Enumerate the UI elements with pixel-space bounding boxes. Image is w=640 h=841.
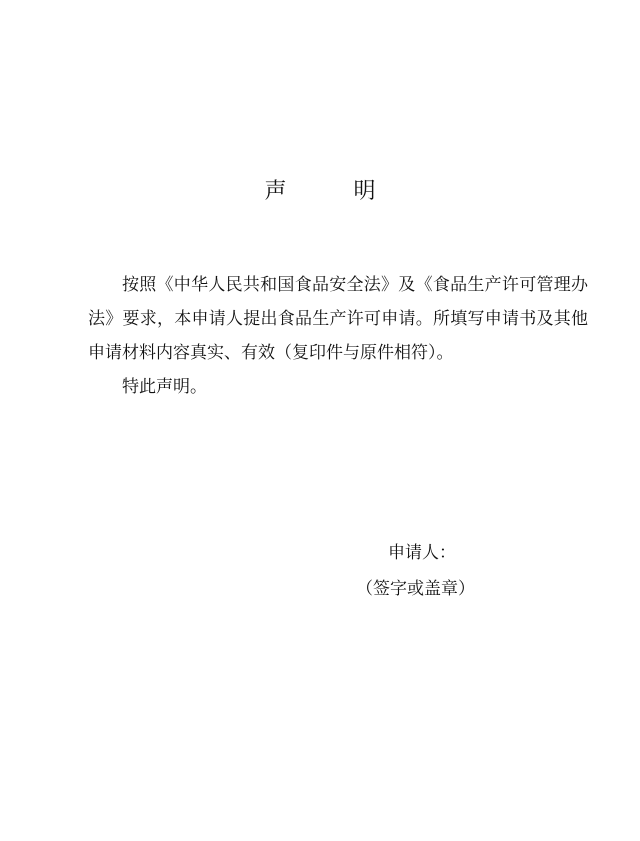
applicant-label: 申请人：	[388, 543, 456, 563]
declaration-body	[88, 268, 588, 404]
signature-note: （签字或盖章）	[356, 579, 475, 599]
closing-statement: 特此声明。	[122, 377, 207, 397]
declaration-paragraph: 按照《中华人民共和国食品安全法》及《食品生产许可管理办法》要求，本申请人提出食品生产许可申请。所填写申请书及其他申请材料内容真实、有效（复印件与原件相符）。	[88, 275, 588, 363]
page-title: 声 明	[264, 179, 406, 204]
